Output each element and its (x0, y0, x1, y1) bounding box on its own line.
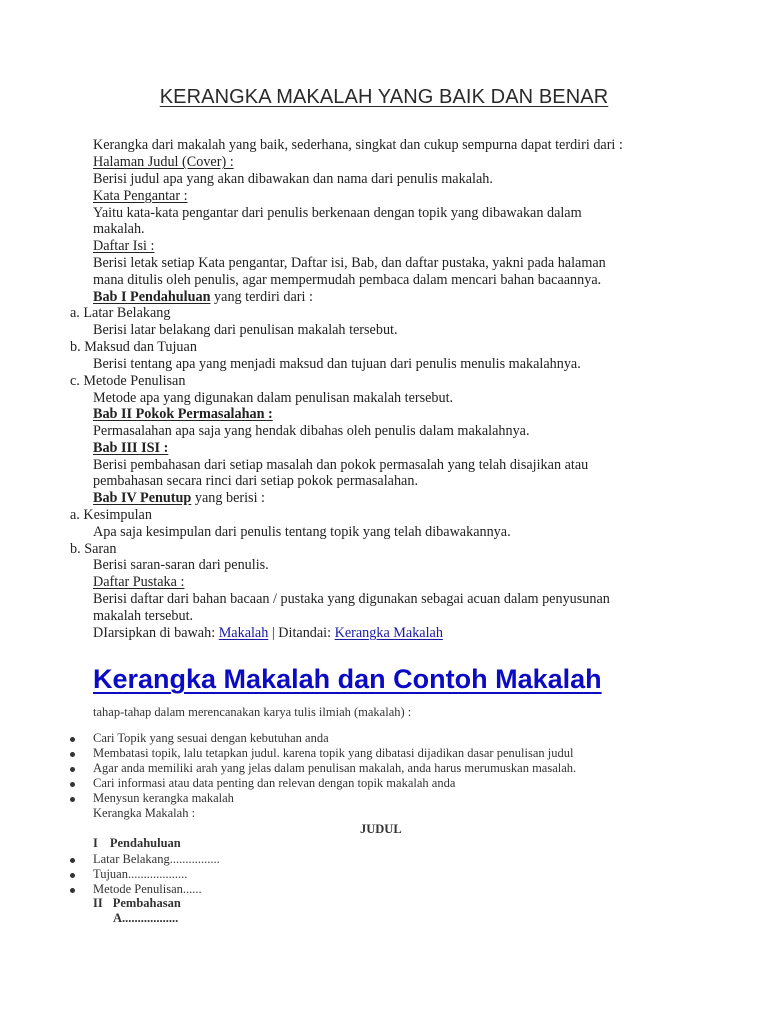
halaman-judul-heading: Halaman Judul (Cover) : (93, 154, 234, 170)
section-title: Pendahuluan (109, 836, 181, 850)
bab2-text: Permasalahan apa saja yang hendak dibahas oleh penulis dalam makalahnya. (93, 423, 530, 439)
bab4-heading-line (93, 490, 265, 507)
daftar-pustaka-text-2: makalah tersebut. (93, 608, 194, 624)
outline-item: Metode Penulisan...... (93, 882, 202, 896)
daftar-isi-heading: Daftar Isi : (93, 238, 155, 254)
archive-line (93, 625, 443, 642)
bab1-suffix: yang terdiri dari : (210, 289, 313, 305)
bab4-item-text: Berisi saran-saran dari penulis. (93, 557, 269, 573)
section-number: I (93, 836, 98, 850)
page-title: KERANGKA MAKALAH YANG BAIK DAN BENAR (159, 86, 609, 108)
halaman-judul-text: Berisi judul apa yang akan dibawakan dan nama dari penulis makalah. (93, 171, 493, 187)
bab3-text-1: Berisi pembahasan dari setiap masalah dan pokok permasalah yang telah disajikan atau (93, 457, 589, 473)
bab4-suffix: yang berisi : (191, 490, 265, 506)
archive-separator: | Ditandai: (268, 625, 335, 641)
bab1-heading-line (93, 289, 313, 306)
bab1-item-text: Berisi latar belakang dari penulisan makalah tersebut. (93, 322, 398, 338)
tag-link[interactable]: Kerangka Makalah (334, 625, 443, 641)
step-item: Cari Topik yang sesuai dengan kebutuhan anda (93, 731, 329, 745)
bullet-icon (70, 782, 75, 787)
bab1-item-text: Metode apa yang digunakan dalam penulisan makalah tersebut. (93, 390, 454, 406)
bullet-icon (70, 888, 75, 893)
daftar-pustaka-text-1: Berisi daftar dari bahan bacaan / pustaka yang digunakan sebagai acuan dalam penyusunan (93, 591, 610, 607)
bullet-icon (70, 752, 75, 757)
bab1-item-label: c. Metode Penulisan (70, 373, 186, 389)
bab1-item-text: Berisi tentang apa yang menjadi maksud dan tujuan dari penulis menulis makalahnya. (93, 356, 581, 372)
section-title: Pembahasan (112, 896, 181, 910)
article2-heading-link[interactable]: Kerangka Makalah dan Contoh Makalah (93, 664, 602, 694)
step-item: Menysun kerangka makalah (93, 791, 234, 805)
outline-label: Kerangka Makalah : (93, 806, 196, 820)
bab4-heading: Bab IV Penutup (93, 490, 192, 506)
intro-text: Kerangka dari makalah yang baik, sederhana, singkat dan cukup sempurna dapat terdiri dari : (93, 137, 623, 153)
bab4-item-label: b. Saran (70, 541, 117, 557)
kata-pengantar-heading: Kata Pengantar : (93, 188, 188, 204)
outline-title: JUDUL (360, 822, 402, 836)
kata-pengantar-text-2: makalah. (93, 221, 145, 237)
daftar-isi-text-1: Berisi letak setiap Kata pengantar, Daftar isi, Bab, dan daftar pustaka, yakni pada halaman (93, 255, 606, 271)
bullet-icon (70, 737, 75, 742)
bab1-item-label: a. Latar Belakang (70, 305, 171, 321)
bab1-item-label: b. Maksud dan Tujuan (70, 339, 197, 355)
step-item: Cari informasi atau data penting dan relevan dengan topik makalah anda (93, 776, 456, 790)
bullet-icon (70, 767, 75, 772)
bab2-heading: Bab II Pokok Permasalahan : (93, 406, 273, 422)
archive-prefix: DIarsipkan di bawah: (93, 625, 219, 641)
bullet-icon (70, 858, 75, 863)
outline-section-1 (93, 836, 181, 851)
kata-pengantar-text-1: Yaitu kata-kata pengantar dari penulis berkenaan dengan topik yang dibawakan dalam (93, 205, 582, 221)
bab4-item-text: Apa saja kesimpulan dari penulis tentang topik yang telah dibawakannya. (93, 524, 511, 540)
daftar-isi-text-2: mana ditulis oleh penulis, agar mempermudah pembaca dalam mencari bahan bacaannya. (93, 272, 602, 288)
bab1-heading: Bab I Pendahuluan (93, 289, 211, 305)
bab3-heading: Bab III ISI : (93, 440, 169, 456)
category-link[interactable]: Makalah (218, 625, 269, 641)
bab3-text-2: pembahasan secara rinci dari setiap pokok permasalahan. (93, 473, 418, 489)
outline-subsection: A.................. (113, 911, 179, 925)
outline-item: Tujuan................... (93, 867, 188, 881)
step-item: Agar anda memiliki arah yang jelas dalam penulisan makalah, anda harus merumuskan masalah. (93, 761, 577, 775)
outline-item: Latar Belakang................ (93, 852, 220, 866)
bab4-item-label: a. Kesimpulan (70, 507, 152, 523)
bullet-icon (70, 797, 75, 802)
outline-section-2 (93, 896, 181, 911)
article2-intro: tahap-tahap dalam merencanakan karya tulis ilmiah (makalah) : (93, 705, 412, 719)
step-item: Membatasi topik, lalu tetapkan judul. karena topik yang dibatasi dijadikan dasar penulisan judul (93, 746, 574, 760)
daftar-pustaka-heading: Daftar Pustaka : (93, 574, 185, 590)
bullet-icon (70, 873, 75, 878)
section-number: II (93, 896, 103, 910)
